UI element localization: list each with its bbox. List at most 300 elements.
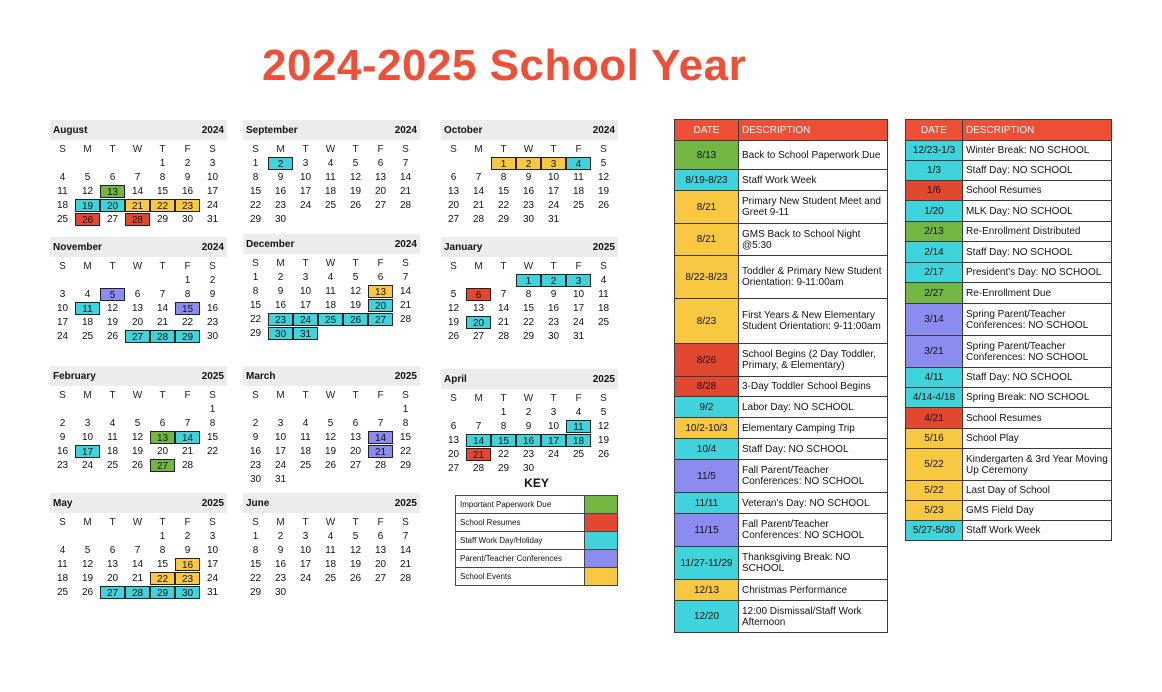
day-cell: 3 [209,531,216,542]
month-year: 2025 [592,241,615,253]
day-cell: 8 [500,421,507,432]
month-header [243,366,420,386]
event-row [675,418,888,439]
day-cell: 28 [374,460,387,471]
weekday-label: T [550,393,557,404]
day-cell: 3 [550,407,557,418]
day-cell: 18 [324,186,337,197]
day-cell: 7 [475,172,482,183]
day-cell: 14 [472,186,485,197]
empty-cell [75,530,100,543]
event-row [675,514,888,547]
day-cell: 27 [125,330,150,343]
day-cell: 11 [57,186,68,197]
day-cell: 15 [522,303,535,314]
event-date: 11/11 [675,493,739,514]
event-row [906,388,1112,408]
event-date: 8/19-8/23 [675,170,739,191]
month-header [50,493,227,513]
event-date: 8/22-8/23 [675,256,739,299]
day-cell: 14 [399,286,412,297]
day-cell: 11 [300,432,311,443]
day-cell: 17 [206,186,219,197]
day-cell: 25 [56,214,69,225]
day-cell: 23 [175,572,200,585]
day-cell: 7 [134,172,141,183]
day-cell: 20 [374,559,387,570]
weekday-label: W [132,261,143,272]
event-date: 8/26 [675,344,739,377]
key-swatch [585,532,618,550]
day-cell: 15 [497,186,510,197]
day-cell: 21 [399,300,412,311]
weekday-label: T [109,144,116,155]
day-cell: 29 [249,214,262,225]
day-cell: 14 [131,559,144,570]
event-description: Staff Day: NO SCHOOL [739,439,888,460]
key-title: KEY [524,476,549,490]
day-cell: 10 [299,545,312,556]
day-grid [243,256,420,340]
empty-cell [100,530,125,543]
key-row [456,568,618,586]
day-cell: 17 [547,186,560,197]
event-row [675,170,888,191]
empty-cell [466,274,491,287]
weekday-label: W [523,393,534,404]
day-cell: 22 [399,446,412,457]
event-date: 10/4 [675,439,739,460]
day-cell: 13 [447,435,460,446]
day-cell: 26 [343,313,368,326]
day-cell: 14 [156,303,169,314]
empty-cell [125,403,150,416]
weekday-label: W [325,144,336,155]
day-cell: 7 [402,158,409,169]
event-row [906,368,1112,388]
month-november [50,237,227,343]
weekday-label: T [352,517,359,528]
weekday-label: M [83,517,92,528]
day-cell: 4 [575,407,582,418]
day-cell: 9 [277,172,284,183]
event-description: Christmas Performance [739,580,888,601]
day-cell: 21 [497,317,510,328]
event-description: Re-Enrollment Distributed [963,222,1112,242]
day-grid [441,391,618,475]
day-cell: 19 [81,573,94,584]
weekday-label: S [252,144,259,155]
month-year: 2025 [201,370,224,382]
weekday-label: S [209,390,216,401]
month-january [441,237,618,343]
weekday-label: S [450,393,457,404]
day-cell: 16 [56,446,69,457]
day-cell: 2 [541,274,566,287]
day-cell: 13 [131,303,144,314]
day-cell: 27 [106,214,119,225]
day-cell: 4 [600,275,607,286]
weekday-label: T [109,517,116,528]
day-cell: 16 [516,434,541,447]
event-row [906,481,1112,501]
event-date: 1/3 [906,161,963,181]
day-cell: 29 [156,214,169,225]
weekday-label: M [474,261,483,272]
month-august [50,120,227,226]
month-name: August [53,124,88,136]
empty-cell [125,157,150,170]
month-year: 2025 [201,497,224,509]
empty-cell [50,157,75,170]
month-name: May [53,497,73,509]
weekday-label: S [402,144,409,155]
day-cell: 1 [252,158,259,169]
weekday-label: T [159,144,166,155]
event-row [906,141,1112,161]
day-cell: 6 [134,289,141,300]
event-date: 2/17 [906,263,963,283]
day-cell: 2 [184,531,191,542]
month-october [441,120,618,226]
month-header [243,234,420,254]
month-year: 2024 [394,238,417,250]
weekday-label: S [600,261,607,272]
day-cell: 25 [106,460,119,471]
event-description: Back to School Paperwork Due [739,141,888,170]
day-cell: 12 [81,559,94,570]
day-cell: 17 [299,559,312,570]
day-cell: 19 [597,186,610,197]
day-cell: 6 [450,421,457,432]
day-cell: 6 [466,288,491,301]
day-cell: 19 [447,317,460,328]
day-cell: 7 [184,418,191,429]
weekday-label: T [500,261,507,272]
weekday-label: F [377,144,384,155]
day-cell: 5 [84,172,91,183]
day-cell: 1 [252,531,259,542]
day-cell: 25 [56,587,69,598]
day-cell: 15 [249,186,262,197]
event-description: Re-Enrollment Due [963,283,1112,304]
event-row [675,256,888,299]
empty-cell [466,157,491,170]
day-cell: 29 [497,214,510,225]
event-description: Veteran's Day: NO SCHOOL [739,493,888,514]
day-grid [243,388,420,486]
day-cell: 26 [75,213,100,226]
day-cell: 11 [566,420,591,433]
month-may [50,493,227,599]
day-cell: 22 [181,317,194,328]
day-cell: 3 [566,274,591,287]
day-cell: 7 [475,421,482,432]
event-date: 1/20 [906,201,963,222]
day-cell: 11 [573,172,584,183]
weekday-label: T [500,144,507,155]
day-cell: 5 [352,158,359,169]
day-cell: 27 [368,313,393,326]
day-cell: 20 [447,449,460,460]
event-row [906,304,1112,336]
day-cell: 1 [184,275,191,286]
day-cell: 13 [106,559,119,570]
day-cell: 10 [572,289,585,300]
weekday-label: S [59,144,66,155]
weekday-label: S [402,517,409,528]
day-cell: 27 [349,460,362,471]
event-row [906,283,1112,304]
page-title: 2024-2025 School Year [262,41,747,90]
day-cell: 15 [156,186,169,197]
day-cell: 18 [572,186,585,197]
key-row [456,550,618,568]
event-row [675,580,888,601]
empty-cell [100,403,125,416]
weekday-label: M [276,517,285,528]
event-row [675,397,888,418]
event-description: Last Day of School [963,481,1112,501]
day-cell: 10 [274,432,287,443]
day-cell: 31 [206,214,219,225]
day-cell: 23 [274,200,287,211]
event-date: 2/14 [906,242,963,263]
day-cell: 31 [293,327,318,340]
day-cell: 28 [125,213,150,226]
day-cell: 3 [302,531,309,542]
empty-cell [343,403,368,416]
event-row [906,181,1112,201]
event-description: Primary New Student Meet and Greet 9-11 [739,191,888,224]
weekday-label: S [209,261,216,272]
month-header [50,120,227,140]
day-cell: 15 [206,432,219,443]
day-cell: 23 [522,449,535,460]
event-date: 12/13 [675,580,739,601]
day-cell: 26 [597,200,610,211]
event-date: 8/21 [675,224,739,256]
day-grid [50,142,227,226]
day-cell: 13 [150,431,175,444]
day-cell: 24 [56,331,69,342]
event-description: School Play [963,429,1112,449]
key-row [456,532,618,550]
weekday-label: M [83,261,92,272]
day-cell: 17 [56,317,69,328]
day-cell: 20 [374,186,387,197]
day-cell: 23 [56,460,69,471]
day-cell: 19 [131,446,144,457]
day-cell: 10 [547,172,560,183]
day-cell: 5 [600,158,607,169]
weekday-label: S [59,517,66,528]
day-cell: 14 [131,186,144,197]
key-row [456,496,618,514]
day-cell: 2 [277,531,284,542]
day-cell: 30 [249,474,262,485]
day-cell: 17 [299,186,312,197]
month-header [50,237,227,257]
day-cell: 22 [249,573,262,584]
month-april [441,369,618,475]
day-cell: 31 [274,474,287,485]
day-cell: 8 [159,172,166,183]
day-cell: 30 [268,327,293,340]
day-cell: 16 [274,186,287,197]
day-cell: 19 [349,559,362,570]
event-date: 8/28 [675,377,739,397]
day-cell: 20 [466,316,491,329]
day-cell: 2 [516,157,541,170]
empty-cell [318,403,343,416]
day-cell: 4 [327,531,334,542]
day-cell: 30 [274,214,287,225]
key-swatch [585,568,618,586]
events-table-left [674,119,888,633]
day-cell: 14 [399,545,412,556]
day-cell: 19 [106,317,119,328]
day-cell: 7 [500,289,507,300]
month-december [243,234,420,340]
day-cell: 7 [134,545,141,556]
empty-cell [441,274,466,287]
day-cell: 13 [349,432,362,443]
day-cell: 20 [368,299,393,312]
weekday-label: T [352,390,359,401]
day-cell: 9 [184,172,191,183]
day-cell: 17 [206,559,219,570]
empty-cell [293,403,318,416]
event-description: School Begins (2 Day Toddler, Primary, & Elementary) [739,344,888,377]
day-cell: 31 [547,214,560,225]
weekday-label: T [302,390,309,401]
day-cell: 24 [206,200,219,211]
day-cell: 20 [349,446,362,457]
event-description: Staff Day: NO SCHOOL [963,242,1112,263]
day-cell: 21 [466,448,491,461]
event-description: Staff Work Week [739,170,888,191]
day-grid [50,388,227,472]
event-row [675,141,888,170]
weekday-label: S [402,390,409,401]
day-cell: 1 [402,404,409,415]
weekday-label: F [184,390,191,401]
day-cell: 15 [491,434,516,447]
day-cell: 3 [84,418,91,429]
day-cell: 5 [84,545,91,556]
event-row [906,161,1112,181]
day-cell: 16 [249,446,262,457]
event-description: Fall Parent/Teacher Conferences: NO SCHOOL [739,460,888,493]
weekday-label: M [83,390,92,401]
day-cell: 15 [156,559,169,570]
key-label: Staff Work Day/Holiday [456,532,585,550]
weekday-label: M [474,393,483,404]
day-cell: 6 [450,172,457,183]
day-cell: 29 [497,463,510,474]
day-cell: 9 [525,421,532,432]
day-cell: 15 [249,300,262,311]
weekday-label: T [159,390,166,401]
event-description: 3-Day Toddler School Begins [739,377,888,397]
day-cell: 12 [349,286,362,297]
event-description: Thanksgiving Break: NO SCHOOL [739,547,888,580]
day-cell: 4 [59,172,66,183]
event-description: Staff Day: NO SCHOOL [963,161,1112,181]
event-row [675,547,888,580]
event-row [675,377,888,397]
day-cell: 30 [547,331,560,342]
day-cell: 11 [325,545,336,556]
day-cell: 13 [374,172,387,183]
day-cell: 6 [377,531,384,542]
event-date: 2/27 [906,283,963,304]
event-date: 5/22 [906,481,963,501]
day-cell: 4 [566,157,591,170]
month-september [243,120,420,226]
weekday-label: T [159,261,166,272]
weekday-label: S [252,517,259,528]
day-cell: 30 [206,331,219,342]
weekday-label: F [377,258,384,269]
day-cell: 7 [377,418,384,429]
day-cell: 4 [84,289,91,300]
event-description: Elementary Camping Trip [739,418,888,439]
key-swatch [585,496,618,514]
day-cell: 23 [522,200,535,211]
event-date: 4/11 [906,368,963,388]
weekday-label: F [575,144,582,155]
event-row [906,222,1112,242]
event-row [906,201,1112,222]
empty-cell [125,530,150,543]
day-cell: 9 [277,286,284,297]
month-header [441,369,618,389]
weekday-label: S [209,517,216,528]
day-cell: 11 [325,172,336,183]
date-header: DATE [675,120,739,141]
event-description: President's Day: NO SCHOOL [963,263,1112,283]
month-year: 2025 [394,370,417,382]
event-date: 1/6 [906,181,963,201]
day-cell: 17 [572,303,585,314]
day-cell: 12 [106,303,119,314]
day-cell: 1 [516,274,541,287]
day-cell: 1 [159,531,166,542]
event-row [906,242,1112,263]
month-name: December [246,238,295,250]
empty-cell [75,403,100,416]
day-cell: 22 [249,200,262,211]
month-header [243,493,420,513]
day-cell: 13 [472,303,485,314]
day-cell: 23 [268,313,293,326]
day-cell: 31 [206,587,219,598]
day-cell: 13 [447,186,460,197]
day-cell: 18 [597,303,610,314]
weekday-label: S [600,144,607,155]
day-cell: 3 [59,289,66,300]
day-cell: 18 [324,559,337,570]
day-cell: 6 [377,272,384,283]
day-cell: 21 [399,186,412,197]
day-cell: 27 [150,459,175,472]
day-cell: 29 [249,328,262,339]
day-cell: 5 [450,289,457,300]
day-cell: 18 [106,446,119,457]
day-cell: 12 [447,303,460,314]
